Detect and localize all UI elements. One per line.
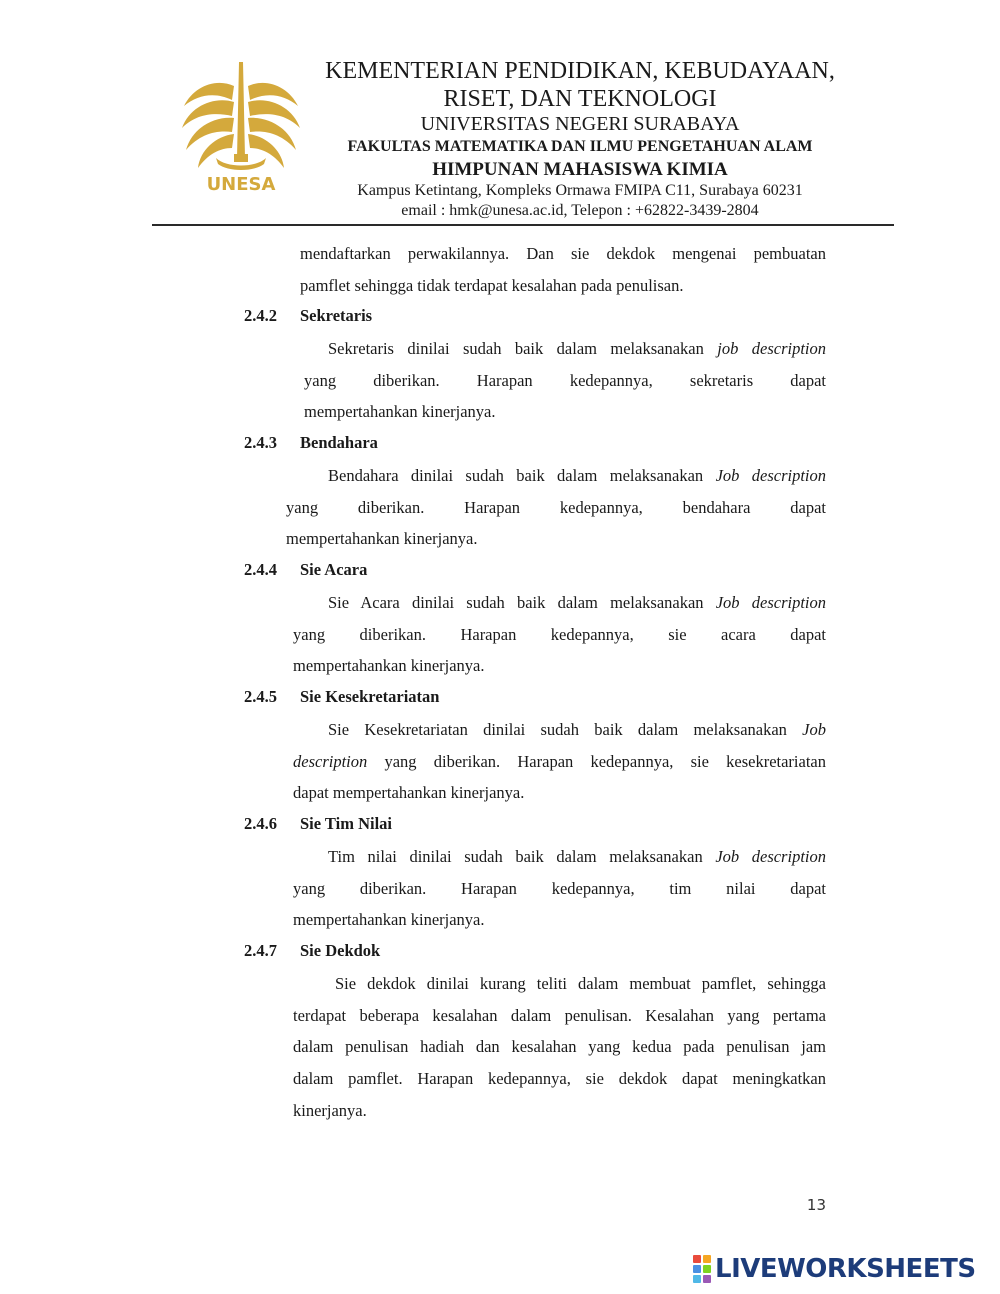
unesa-logo xyxy=(176,58,306,198)
section-heading: 2.4.5 Sie Kesekretariatan xyxy=(244,687,440,706)
section-paragraph: Sie Kesekretariatan dinilai sudah baik dalam melaksanakan Job description yang diberikan. Harapan kedepannya, sie kesekretariatan dapat mempertahankan kinerjanya. xyxy=(293,720,826,803)
contact-line: email : hmk@unesa.ac.id, Telepon : +62822-3439-2804 xyxy=(401,202,759,219)
address-line: Kampus Ketintang, Kompleks Ormawa FMIPA C11, Surabaya 60231 xyxy=(357,182,803,199)
section-paragraph: Sekretaris dinilai sudah baik dalam melaksanakan job description yang diberikan. Harapan kedepannya, sekretaris dapat mempertahankan kinerjanya. xyxy=(304,339,827,422)
ministry-line-1: KEMENTERIAN PENDIDIKAN, KEBUDAYAAN, xyxy=(325,58,835,84)
section-heading: 2.4.4 Sie Acara xyxy=(244,560,368,579)
faculty-name: FAKULTAS MATEMATIKA DAN ILMU PENGETAHUAN ALAM xyxy=(347,138,813,155)
liveworksheets-watermark[interactable] xyxy=(692,1252,976,1286)
liveworksheets-logo-icon xyxy=(692,1254,712,1284)
logo-text: UNESA xyxy=(206,174,276,195)
section-paragraph: Sie Acara dinilai sudah baik dalam melaksanakan Job description yang diberikan. Harapan kedepannya, sie acara dapat mempertahankan kinerjanya. xyxy=(293,593,826,676)
section-heading: 2.4.2 Sekretaris xyxy=(244,306,373,325)
section-paragraph: Sie dekdok dinilai kurang teliti dalam membuat pamflet, sehingga terdapat beberapa kesalahan dalam penulisan. Kesalahan yang pertama dalam penulisan hadiah dan kesalahan yang kedua pada penulisan jam dalam pamflet. Harapan kedepannya, sie dekdok dapat meningkatkan kinerjanya. xyxy=(293,974,826,1120)
page-number: 13 xyxy=(806,1196,826,1214)
section-paragraph: Bendahara dinilai sudah baik dalam melaksanakan Job description yang diberikan. Harapan kedepannya, bendahara dapat mempertahankan kinerjanya. xyxy=(286,466,826,549)
section-heading: 2.4.6 Sie Tim Nilai xyxy=(244,814,392,833)
section-paragraph: Tim nilai dinilai sudah baik dalam melaksanakan Job description yang diberikan. Harapan kedepannya, tim nilai dapat mempertahankan kinerjanya. xyxy=(293,847,826,930)
organization-name: HIMPUNAN MAHASISWA KIMIA xyxy=(432,159,728,180)
section-heading: 2.4.7 Sie Dekdok xyxy=(244,941,381,960)
liveworksheets-text: LIVEWORKSHEETS xyxy=(715,1254,976,1284)
header-divider xyxy=(152,224,894,226)
intro-paragraph: mendaftarkan perwakilannya. Dan sie dekdok mengenai pembuatan pamflet sehingga tidak terdapat kesalahan pada penulisan. xyxy=(300,244,826,295)
university-name: UNIVERSITAS NEGERI SURABAYA xyxy=(420,113,740,135)
section-heading: 2.4.3 Bendahara xyxy=(244,433,378,452)
unesa-emblem-icon xyxy=(176,58,306,198)
ministry-line-2: RISET, DAN TEKNOLOGI xyxy=(443,86,717,112)
